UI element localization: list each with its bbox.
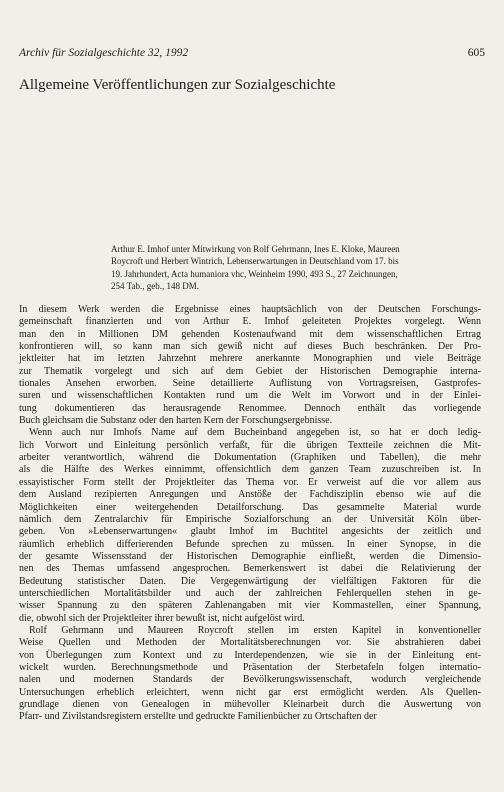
body-line: zur Thematik vorgelegt und sich auf dem Gebiet der Historischen Demographie interna- xyxy=(19,365,481,377)
running-head xyxy=(19,46,485,60)
body-line: Buch gleichsam die Substanz oder den harten Kern der Forschungsergebnisse. xyxy=(19,415,333,427)
body-line: unterschiedlichen Mortalitätsbilder und auch der zahlreichen Fehlerquellen stehen in ge- xyxy=(19,587,481,599)
page-number: 605 xyxy=(467,47,485,59)
body-line: Untersuchungen erheblich erleichtert, wenn nicht gar erst ermöglicht werden. Als Quellen- xyxy=(19,686,481,698)
bibliography-line: 19. Jahrhundert, Acta humaniora vhc, Weinheim 1990, 493 S., 27 Zeichnungen, xyxy=(111,268,398,279)
body-line: räumlich erheblich differierenden Befunde sprechen zu müssen. In einer Synopse, in die xyxy=(19,538,481,550)
body-line: als die Hälfte des Werkes einnimmt, offensichtlich dem ganzen Team zuzuschreiben ist. In xyxy=(19,464,481,476)
body-line: Wenn auch nur Imhofs Name auf dem Bucheinband angegeben ist, so hat er doch ledig- xyxy=(29,427,481,439)
review-body xyxy=(19,304,481,724)
body-line: essayistischer Form stellt der Projektleiter das Thema vor. Er verweist auf die vor allem aus xyxy=(19,476,481,488)
body-line: konfrontieren will, so kann man sich gewiß nicht auf dieses Buch beschränken. Der Pro- xyxy=(19,341,481,353)
bibliography-line: Arthur E. Imhof unter Mitwirkung von Rolf Gehrmann, Ines E. Kloke, Maureen xyxy=(111,244,400,254)
bibliography-line: Roycroft und Herbert Wintrich, Lebenserwartungen in Deutschland vom 17. bis xyxy=(111,256,399,267)
bibliographic-entry xyxy=(111,243,491,292)
body-line: Weise Quellen und Methoden der Mortalitätsberechnungen vor. Sie abstrahieren dabei xyxy=(19,637,481,649)
body-line: arbeiter verantwortlich, während die Dokumentation (Graphiken und Tabellen), die mehr xyxy=(19,452,481,464)
body-line: von Überlegungen zum Kontext und zu Interdependenzen, wie sie in der Einleitung ent- xyxy=(19,649,481,661)
body-line: tionales Ansehen erworben. Seine detaillierte Auflistung von Vortragsreisen, Gastprofes- xyxy=(19,378,481,390)
body-line: dem Ausland rezipierten Anregungen und Anstöße der Fachdisziplin ebenso wie auf die xyxy=(19,489,481,501)
body-line: Möglichkeiten einer weitergehenden Detailforschung. Das gesammelte Material wurde xyxy=(19,501,481,513)
section-title: Allgemeine Veröffentlichungen zur Sozialgeschichte xyxy=(19,77,336,93)
body-line: jektleiter hat im letzten Jahrzehnt mehrere anerkannte Monographien und viele Beiträge xyxy=(19,353,481,365)
body-line: der gesamte Wissensstand der Historischen Demographie einfließt, werden die Dimensio- xyxy=(19,550,481,562)
bibliography-line: 254 Tab., geb., 148 DM. xyxy=(111,280,199,291)
body-line: grundlage dienen von Genealogen in mühevoller Kleinarbeit durch die Auswertung von xyxy=(19,699,481,710)
body-line: Pfarr- und Zivilstandsregistern erstellte und gedruckte Familienbücher zu Ortschaften der xyxy=(19,711,377,723)
body-line: lich Vorwort und Einleitung persönlich verfaßt, für die übrigen Textteile zeichnen die Mit- xyxy=(19,439,481,451)
body-line: In diesem Werk werden die Ergebnisse eines hauptsächlich von der Deutschen Forschungs- xyxy=(19,304,481,315)
body-line: wisser Spannung zu den späteren Zahlenangaben mit vier Kommastellen, einer Spannung, xyxy=(19,600,481,612)
body-line: wickelt wurden. Berechnungsmethode und Präsentation der Sterbetafeln folgen internatio- xyxy=(19,661,481,673)
body-line: Bedeutung statistischer Daten. Die Vergegenwärtigung der vielfältigen Faktoren für die xyxy=(19,575,481,587)
body-line: nämlich dem Zentralarchiv für Empirische Sozialforschung an der Universität Köln über- xyxy=(19,513,481,525)
body-line: Rolf Gehrmann und Maureen Roycroft stellen im ersten Kapitel in konventioneller xyxy=(29,624,481,636)
body-line: die, obwohl sich der Projektleiter ihrer bewußt ist, nicht aufgelöst wird. xyxy=(19,612,305,624)
body-line: suren und wissenschaftlichen Kontakten rund um die Welt im Vorwort und in der Einlei- xyxy=(19,390,481,402)
journal-citation: Archiv für Sozialgeschichte 32, 1992 xyxy=(19,47,189,59)
body-line: geben. Von »Lebenserwartungen« glaubt Imhof im Buchtitel angesichts der zeitlich und xyxy=(19,526,481,538)
body-line: nen des Themas umfassend angesprochen. Bemerkenswert ist dabei die Relativierung der xyxy=(19,563,481,575)
body-line: nalen und modernen Standards der Bevölkerungswissenschaft, wodurch vergleichende xyxy=(19,674,481,686)
body-line: tung dokumentieren das herausragende Renommee. Dennoch enthält das vorliegende xyxy=(19,402,481,414)
body-line: gemeinschaft finanzierten und von Arthur E. Imhof geleiteten Projektes vorgelegt. Wenn xyxy=(19,316,481,328)
body-line: man den in Millionen DM gehenden Kostenaufwand mit dem wissenschaftlichen Ertrag xyxy=(19,328,481,340)
